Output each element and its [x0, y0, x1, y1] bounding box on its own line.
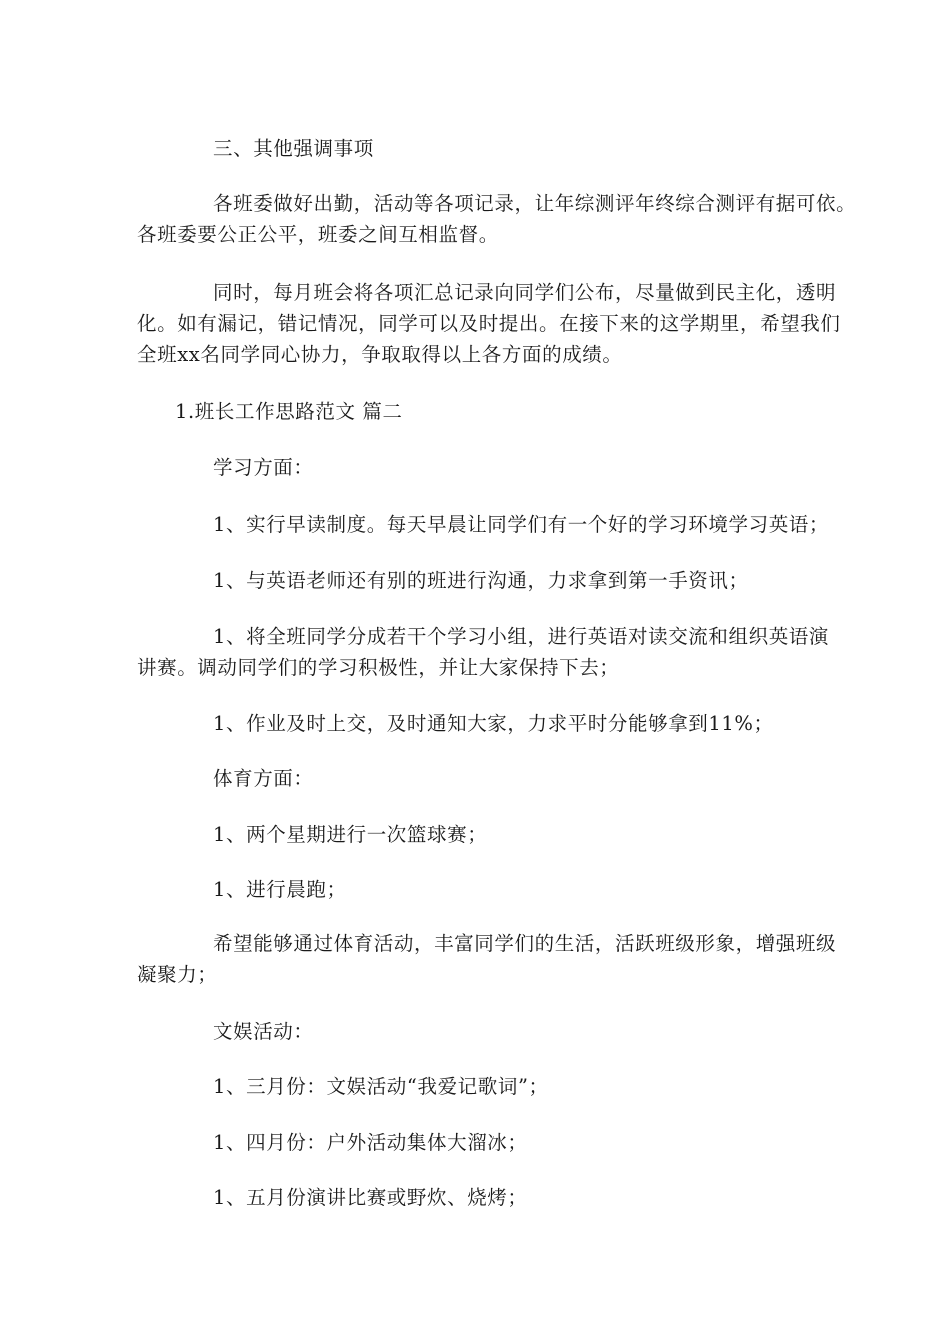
paragraph-line: 同时，每月班会将各项汇总记录向同学们公布，尽量做到民主化，透明 [213, 281, 837, 304]
list-item: 1、将全班同学分成若干个学习小组，进行英语对读交流和组织英语演 讲赛。调动同学们的学习积极性，并让大家保持下去； [137, 625, 830, 679]
sports-heading: 体育方面： [213, 767, 314, 790]
paragraph-line: 各班委要公正公平，班委之间互相监督。 [137, 223, 499, 246]
list-item: 1、五月份演讲比赛或野炊、烧烤； [213, 1186, 528, 1209]
list-item: 1、四月份：户外活动集体大溜冰； [213, 1131, 528, 1154]
list-item: 1、作业及时上交，及时通知大家，力求平时分能够拿到11%； [213, 712, 774, 735]
paragraph-monthly-report [137, 277, 841, 370]
paragraph-line: 全班xx名同学同心协力，争取取得以上各方面的成绩。 [137, 343, 623, 366]
paragraph-sports-summary: 希望能够通过体育活动，丰富同学们的生活，活跃班级形象，增强班级 凝聚力； [137, 932, 837, 986]
subheading: 1.班长工作思路范文 篇二 [175, 400, 403, 423]
paragraph-records [137, 188, 857, 250]
list-item: 1、进行晨跑； [213, 878, 347, 901]
list-item: 1、两个星期进行一次篮球赛； [213, 823, 488, 846]
list-item: 1、实行早读制度。每天早晨让同学们有一个好的学习环境学习英语； [213, 513, 830, 536]
list-item: 1、三月份：文娱活动“我爱记歌词”； [213, 1075, 549, 1098]
paragraph-line: 各班委做好出勤，活动等各项记录，让年综测评年终综合测评有据可依。 [213, 192, 857, 215]
list-item: 1、与英语老师还有别的班进行沟通，力求拿到第一手资讯； [213, 569, 749, 592]
entertainment-heading: 文娱活动： [213, 1020, 314, 1043]
paragraph-line: 化。如有漏记，错记情况，同学可以及时提出。在接下来的这学期里，希望我们 [137, 312, 841, 335]
section-heading: 三、其他强调事项 [213, 137, 374, 160]
study-heading: 学习方面： [213, 456, 314, 479]
